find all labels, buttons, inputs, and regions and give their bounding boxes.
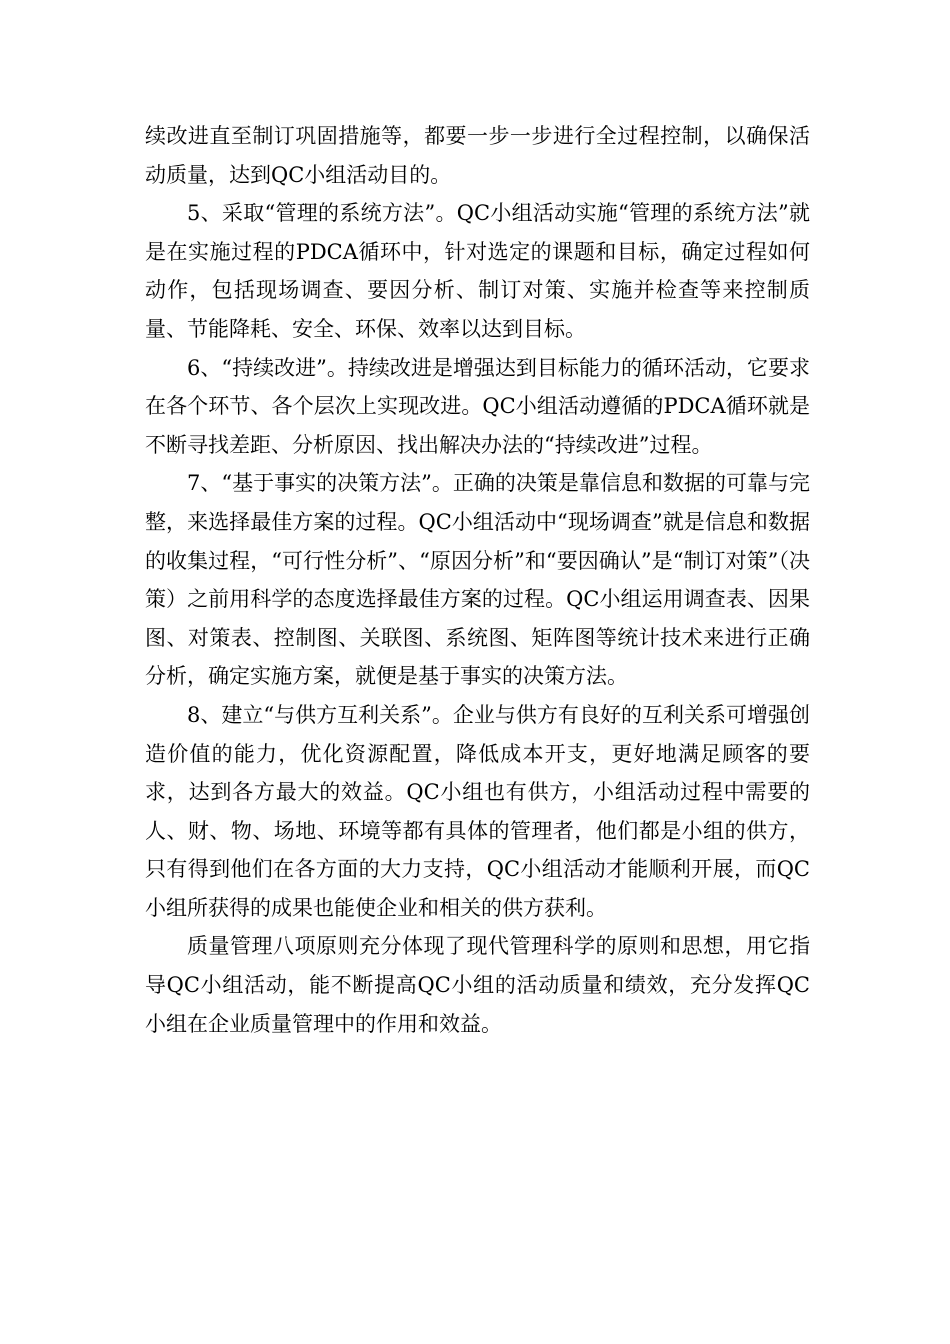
- paragraph-factual-decision: 7、“基于事实的决策方法”。正确的决策是靠信息和数据的可靠与完整，来选择最佳方案的过程。QC小组活动中“现场调查”就是信息和数据的收集过程，“可行性分析”、“原因分析”和“要因确认”是“制订对策”（决策）之前用科学的态度选择最佳方案的过程。QC小组运用调查表、因果图、对策表、控制图、关联图、系统图、矩阵图等统计技术来进行正确分析，确定实施方案，就便是基于事实的决策方法。: [145, 471, 810, 689]
- paragraph-conclusion: 质量管理八项原则充分体现了现代管理科学的原则和思想，用它指导QC小组活动，能不断提高QC小组的活动质量和绩效，充分发挥QC小组在企业质量管理中的作用和效益。: [145, 934, 810, 1036]
- document-body: [145, 117, 810, 1043]
- paragraph-system-approach: 5、采取“管理的系统方法”。QC小组活动实施“管理的系统方法”就是在实施过程的PDCA循环中，针对选定的课题和目标，确定过程如何动作，包括现场调查、要因分析、制订对策、实施并检查等来控制质量、节能降耗、安全、环保、效率以达到目标。: [145, 201, 810, 341]
- paragraph-continual-improvement: 6、“持续改进”。持续改进是增强达到目标能力的循环活动，它要求在各个环节、各个层次上实现改进。QC小组活动遵循的PDCA循环就是不断寻找差距、分析原因、找出解决办法的“持续改进”过程。: [145, 355, 810, 457]
- paragraph-supplier-relationship: 8、建立“与供方互利关系”。企业与供方有良好的互利关系可增强创造价值的能力，优化资源配置，降低成本开支，更好地满足顾客的要求，达到各方最大的效益。QC小组也有供方，小组活动过程中需要的人、财、物、场地、环境等都有具体的管理者，他们都是小组的供方，只有得到他们在各方面的大力支持，QC小组活动才能顺利开展，而QC小组所获得的成果也能使企业和相关的供方获利。: [145, 702, 810, 920]
- paragraph-continuation: 续改进直至制订巩固措施等，都要一步一步进行全过程控制，以确保活动质量，达到QC小组活动目的。: [145, 124, 810, 187]
